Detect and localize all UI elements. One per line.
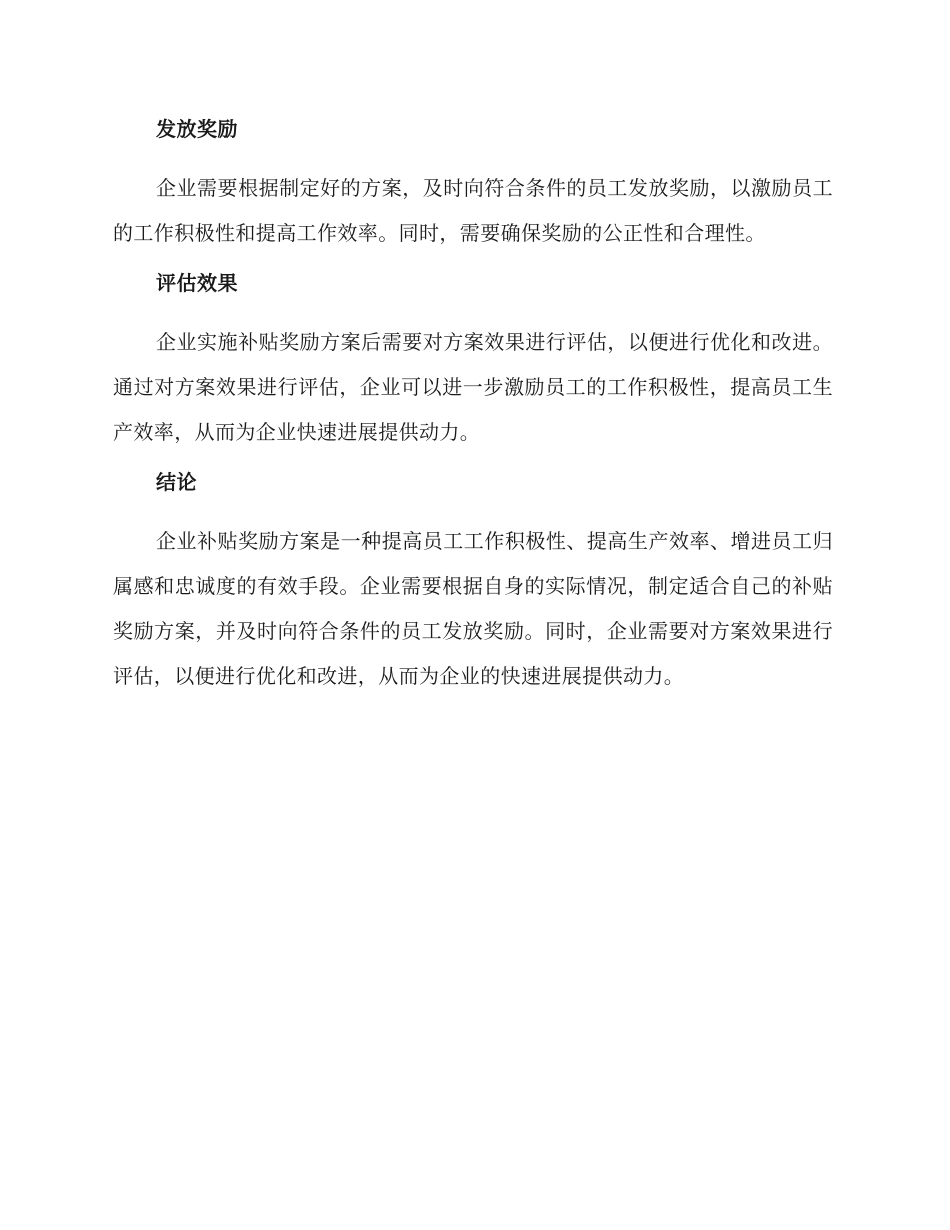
section-heading: 发放奖励 <box>156 117 238 141</box>
section-paragraph: 企业补贴奖励方案是一种提高员工工作积极性、提高生产效率、增进员工归属感和忠诚度的有效手段。企业需要根据自身的实际情况，制定适合自己的补贴奖励方案，并及时向符合条件的员工发放奖励。同时，企业需要对方案效果进行评估，以便进行优化和改进，从而为企业的快速进展提供动力。 <box>113 529 833 688</box>
section-evaluate-effect <box>113 268 833 455</box>
section-paragraph: 企业需要根据制定好的方案，及时向符合条件的员工发放奖励，以激励员工的工作积极性和提高工作效率。同时，需要确保奖励的公正性和合理性。 <box>113 176 833 245</box>
document-content <box>113 114 833 711</box>
section-conclusion <box>113 467 833 699</box>
section-issue-rewards <box>113 114 833 256</box>
section-heading: 评估效果 <box>156 271 238 295</box>
section-paragraph: 企业实施补贴奖励方案后需要对方案效果进行评估，以便进行优化和改进。通过对方案效果进行评估，企业可以进一步激励员工的工作积极性，提高员工生产效率，从而为企业快速进展提供动力。 <box>113 330 833 444</box>
section-heading: 结论 <box>156 470 197 494</box>
